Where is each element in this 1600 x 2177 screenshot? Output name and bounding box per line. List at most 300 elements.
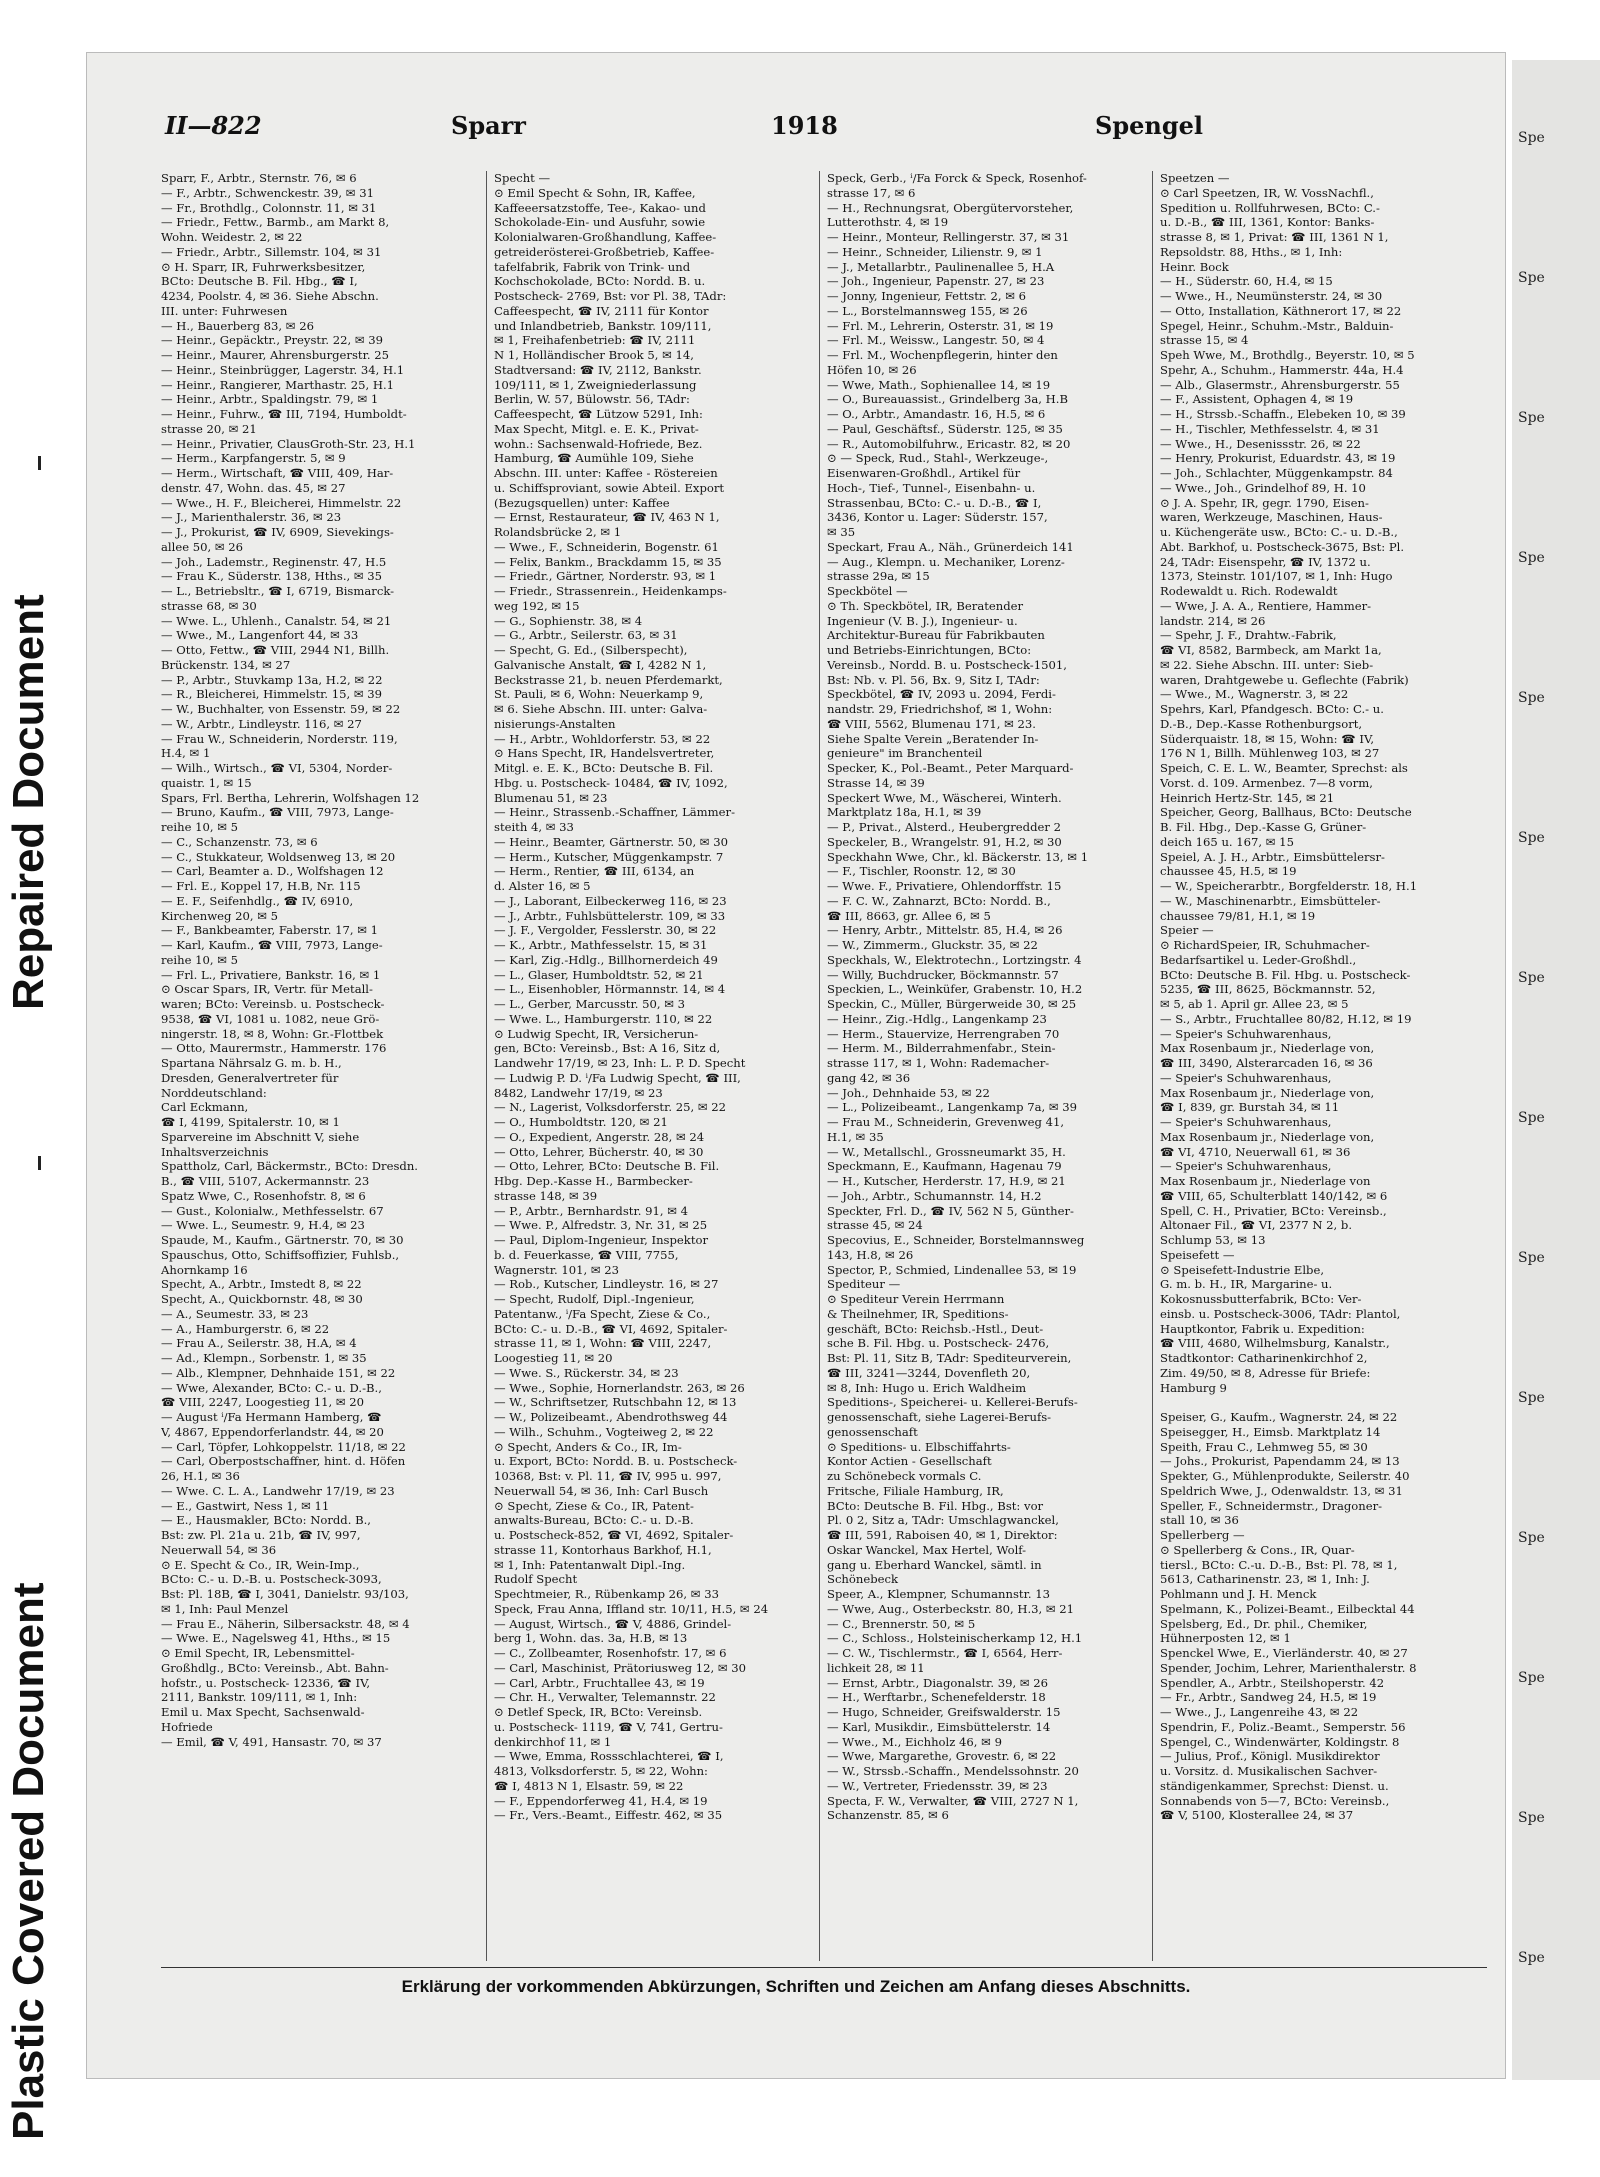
directory-entry-line: getreiderösterei-Großbetrieb, Kaffee- — [494, 244, 715, 259]
directory-entry-line: Speisefett — — [1160, 1247, 1235, 1262]
directory-entry-line: d. Alster 16, ✉ 5 — [494, 879, 591, 893]
directory-entry-line: — Frau K., Süderstr. 138, Hths., ✉ 35 — [161, 569, 383, 584]
directory-entry-line: Spelsberg, Ed., Dr. phil., Chemiker, — [1160, 1616, 1368, 1631]
directory-entry-line: — R., Automobilfuhrw., Ericastr. 82, ✉ 20 — [827, 436, 1071, 451]
adjacent-page-fragment: Spe — [1518, 1810, 1545, 1826]
directory-entry-line: — J., Marienthalerstr. 36, ✉ 23 — [161, 510, 342, 525]
directory-entry-line: — W., Metallschl., Grossneumarkt 35, H. — [827, 1144, 1066, 1159]
directory-entry-line: Oskar Wanckel, Max Hertel, Wolf- — [827, 1542, 1027, 1557]
directory-entry-line: — Ludwig P. D. ⁱ/Fa Ludwig Specht, ☎ III, — [494, 1070, 741, 1085]
directory-entry-line: waren; BCto: Vereinsb. u. Postscheck- — [161, 997, 385, 1011]
directory-entry-line: ☎ I, 839, gr. Burstah 34, ✉ 11 — [1160, 1100, 1340, 1115]
directory-entry-line: Rolandsbrücke 2, ✉ 1 — [494, 525, 622, 539]
directory-entry-line: u. Vorsitz. d. Musikalischen Sachver- — [1160, 1764, 1378, 1778]
directory-entry-line: — Wwe., Joh., Grindelhof 89, H. 10 — [1160, 480, 1366, 495]
directory-entry-line: Spell, C. H., Privatier, BCto: Vereinsb., — [1160, 1203, 1387, 1218]
directory-entry-line: — F., Tischler, Roonstr. 12, ✉ 30 — [827, 864, 1016, 879]
directory-entry-line: genossenschaft — [827, 1424, 918, 1439]
directory-entry-line: ✉ 1, Inh: Paul Menzel — [161, 1601, 289, 1616]
directory-entry-line: — F. C. W., Zahnarzt, BCto: Nordd. B., — [827, 893, 1051, 908]
directory-entry-line: — H., Tischler, Methfesselstr. 4, ✉ 31 — [1160, 421, 1380, 436]
directory-entry-line: — C., Zollbeamter, Rosenhofstr. 17, ✉ 6 — [494, 1646, 727, 1660]
directory-entry-line: — W., Zimmerm., Gluckstr. 35, ✉ 22 — [827, 938, 1038, 952]
directory-entry-line: — Herm., Wirtschaft, ☎ VIII, 409, Har- — [161, 466, 394, 480]
directory-entry-line: — Friedr., Arbtr., Sillemstr. 104, ✉ 31 — [161, 244, 382, 259]
directory-entry-line: — Heinr., Monteur, Rellingerstr. 37, ✉ 31 — [827, 230, 1070, 244]
directory-entry-line: Speditions-, Speicherei- u. Kellerei-Berufs- — [827, 1395, 1078, 1410]
adjacent-page-strip — [1512, 60, 1600, 2080]
directory-entry-line: Schönebeck — [827, 1572, 899, 1587]
directory-entry-line: — Otto, Lehrer, BCto: Deutsche B. Fil. — [494, 1159, 720, 1174]
directory-entry-line: Speckien, L., Weinküfer, Grabenstr. 10, H.2 — [827, 982, 1083, 997]
directory-entry-line: H.1, ✉ 35 — [827, 1129, 884, 1144]
directory-entry-line: Siehe Spalte Verein „Beratender In- — [827, 731, 1039, 746]
directory-entry-line: Speck, Gerb., ⁱ/Fa Forck & Speck, Rosenhof- — [827, 171, 1087, 185]
directory-entry-line: — Paul, Geschäftsf., Süderstr. 125, ✉ 35 — [827, 421, 1063, 436]
directory-entry-line: Speldrich Wwe, J., Odenwaldstr. 13, ✉ 31 — [1160, 1483, 1403, 1498]
directory-entry-line: — Wwe, Math., Sophienallee 14, ✉ 19 — [827, 377, 1051, 392]
directory-entry-line: — Heinr., Steinbrügger, Lagerstr. 34, H.1 — [161, 362, 405, 377]
directory-entry-line: — P., Privat., Alsterd., Heubergredder 2 — [827, 820, 1061, 834]
directory-entry-line: ningerstr. 18, ✉ 8, Wohn: Gr.-Flottbek — [161, 1026, 384, 1041]
adjacent-page-fragment: Spe — [1518, 1110, 1545, 1126]
directory-entry-line: Specta, F. W., Verwalter, ☎ VIII, 2727 N 1, — [827, 1793, 1079, 1808]
directory-entry-line: — Gust., Kolonialw., Methfesselstr. 67 — [161, 1203, 384, 1218]
directory-entry-line: — F., Bankbeamter, Faberstr. 17, ✉ 1 — [161, 923, 378, 938]
directory-entry-line: u. Postscheck- 1119, ☎ V, 741, Gertru- — [494, 1719, 723, 1734]
directory-entry-line: — Willy, Buchdrucker, Böckmannstr. 57 — [827, 967, 1059, 982]
directory-entry-line: Dresden, Generalvertreter für — [161, 1070, 339, 1085]
directory-entry-line: ☎ VI, 4710, Neuerwall 61, ✉ 36 — [1160, 1144, 1351, 1159]
directory-entry-line: — Wwe, Margarethe, Grovestr. 6, ✉ 22 — [827, 1749, 1057, 1764]
directory-entry-line: Hofriede — [161, 1719, 213, 1734]
directory-entry-line: ⊙ RichardSpeier, IR, Schuhmacher- — [1160, 938, 1370, 952]
directory-entry-line: N 1, Holländischer Brook 5, ✉ 14, — [494, 348, 694, 362]
directory-entry-line: — August, Wirtsch., ☎ V, 4886, Grindel- — [494, 1616, 732, 1631]
directory-entry-line: Heinrich Hertz-Str. 145, ✉ 21 — [1160, 790, 1335, 805]
directory-entry-line: Architektur-Bureau für Fabrikbauten — [827, 628, 1045, 643]
directory-entry-line: Strassenbau, BCto: C.- u. D.-B., ☎ I, — [827, 495, 1042, 510]
directory-entry-line: Bst: Pl. 18B, ☎ I, 3041, Danielstr. 93/103, — [161, 1587, 409, 1601]
directory-entry-line: — G., Arbtr., Seilerstr. 63, ✉ 31 — [494, 628, 678, 643]
directory-entry-line: Hbg. Dep.-Kasse H., Barmbecker- — [494, 1174, 693, 1188]
directory-entry-line: — Frau E., Näherin, Silbersackstr. 48, ✉ 4 — [161, 1616, 410, 1631]
directory-entry-line: ✉ 35 — [827, 525, 856, 539]
directory-entry-line: ⊙ Specht, Ziese & Co., IR, Patent- — [494, 1498, 694, 1513]
directory-entry-line: — Wwe, Emma, Rossschlachterei, ☎ I, — [494, 1749, 724, 1764]
directory-entry-line: — C., Schanzenstr. 73, ✉ 6 — [161, 834, 318, 849]
directory-entry-line: Berlin, W. 57, Bülowstr. 56, TAdr: — [494, 392, 690, 407]
directory-entry-line: Fritsche, Filiale Hamburg, IR, — [827, 1483, 1004, 1498]
directory-entry-line: — P., Arbtr., Stuvkamp 13a, H.2, ✉ 22 — [161, 672, 383, 687]
directory-entry-line: — H., Süderstr. 60, H.4, ✉ 15 — [1160, 274, 1333, 289]
directory-entry-line: Bst: zw. Pl. 21a u. 21b, ☎ IV, 997, — [161, 1528, 361, 1542]
directory-entry-line: Spars, Frl. Bertha, Lehrerin, Wolfshagen 12 — [161, 790, 420, 805]
directory-entry-line: — H., Arbtr., Wohldorferstr. 53, ✉ 22 — [494, 731, 711, 746]
directory-entry-line: Stadtkontor: Catharinenkirchhof 2, — [1160, 1351, 1368, 1365]
directory-entry-line: ⊙ Th. Speckbötel, IR, Beratender — [827, 598, 1024, 613]
directory-entry-line: strasse 8, ✉ 1, Privat: ☎ III, 1361 N 1, — [1160, 230, 1389, 244]
directory-entry-line: ⊙ Ludwig Specht, IR, Versicherun- — [494, 1026, 699, 1041]
directory-entry-line: Speiel, A. J. H., Arbtr., Eimsbüttelersr- — [1160, 849, 1385, 864]
directory-entry-line: Lutterothstr. 4, ✉ 19 — [827, 215, 949, 230]
directory-entry-line: — F., Eppendorferweg 41, H.4, ✉ 19 — [494, 1793, 708, 1808]
directory-entry-line: — S., Arbtr., Fruchtallee 80/82, H.12, ✉ 19 — [1160, 1011, 1412, 1026]
directory-entry-line: Spengel, C., Windenwärter, Koldingstr. 8 — [1160, 1734, 1400, 1749]
directory-entry-line: quaistr. 1, ✉ 15 — [161, 775, 252, 790]
directory-entry-line: 1373, Steinstr. 101/107, ✉ 1, Inh: Hugo — [1160, 569, 1393, 584]
directory-entry-line: BCto: C.- u. D.-B., ☎ VI, 4692, Spitaler- — [494, 1321, 728, 1336]
page-number: II—822 — [165, 111, 262, 140]
directory-entry-line: — Ad., Klempn., Sorbenstr. 1, ✉ 35 — [161, 1351, 367, 1365]
directory-entry-line: Kochschokolade, BCto: Nordd. B. u. — [494, 274, 706, 289]
directory-entry-line: 24, TAdr: Eisenspehr, ☎ IV, 1372 u. — [1160, 554, 1371, 569]
directory-entry-line: — Carl, Arbtr., Fruchtallee 43, ✉ 19 — [494, 1675, 705, 1690]
directory-entry-line: 9538, ☎ VI, 1081 u. 1082, neue Grö- — [161, 1011, 380, 1026]
directory-entry-line: Max Specht, Mitgl. e. E. K., Privat- — [494, 421, 699, 436]
adjacent-page-fragment: Spe — [1518, 130, 1545, 146]
directory-entry-line: — W., Strssb.-Schaffn., Mendelssohnstr. 20 — [827, 1764, 1079, 1778]
directory-entry-line: — Chr. H., Verwalter, Telemannstr. 22 — [494, 1690, 716, 1705]
directory-entry-line: nisierungs-Anstalten — [494, 716, 616, 731]
directory-entry-line: — A., Seumestr. 33, ✉ 23 — [161, 1306, 309, 1321]
directory-entry-line: ☎ III, 591, Raboisen 40, ✉ 1, Direktor: — [827, 1528, 1058, 1542]
directory-entry-line: — Friedr., Fettw., Barmb., am Markt 8, — [161, 215, 390, 230]
directory-entry-line: B. Fil. Hbg., Dep.-Kasse G, Grüner- — [1160, 820, 1367, 834]
directory-entry-line: tafelfabrik, Fabrik von Trink- und — [494, 259, 691, 274]
directory-entry-line: — P., Arbtr., Bernhardstr. 91, ✉ 4 — [494, 1203, 688, 1218]
directory-entry-line: — W., Vertreter, Friedensstr. 39, ✉ 23 — [827, 1778, 1048, 1793]
page-header — [87, 53, 1505, 143]
directory-entry-line: — Wwe. E., Nagelsweg 41, Hths., ✉ 15 — [161, 1631, 391, 1646]
directory-entry-line: Schlump 53, ✉ 13 — [1160, 1233, 1266, 1247]
directory-entry-line: Spediteur — — [827, 1277, 901, 1292]
directory-entry-line: Schokolade-Ein- und Ausfuhr, sowie — [494, 215, 706, 230]
directory-entry-line: Specht — — [494, 171, 551, 185]
directory-entry-line: stall 10, ✉ 36 — [1160, 1513, 1239, 1528]
directory-entry-line: — J., Metallarbtr., Paulinenallee 5, H.A — [827, 259, 1055, 274]
directory-entry-line: ⊙ Detlef Speck, IR, BCto: Vereinsb. — [494, 1705, 703, 1719]
directory-entry-line: steith 4, ✉ 33 — [494, 820, 574, 834]
directory-entry-line: Speh Wwe, M., Brothdlg., Beyerstr. 10, ✉ 5 — [1160, 348, 1415, 362]
directory-entry-line: ☎ VIII, 65, Schulterblatt 140/142, ✉ 6 — [1160, 1188, 1388, 1203]
directory-entry-line: — Frau W., Schneiderin, Norderstr. 119, — [161, 731, 398, 746]
directory-entry-line: — Speier's Schuhwarenhaus, — [1160, 1026, 1332, 1041]
directory-entry-line: — Speier's Schuhwarenhaus, — [1160, 1070, 1332, 1085]
adjacent-page-fragment: Spe — [1518, 550, 1545, 566]
directory-entry-line: und Inlandbetrieb, Bankstr. 109/111, — [494, 318, 712, 333]
directory-entry-line: — G., Sophienstr. 38, ✉ 4 — [494, 613, 643, 628]
directory-entry-line: u. Schiffsproviant, sowie Abteil. Export — [494, 480, 725, 495]
directory-entry-line: Speckeler, B., Wrangelstr. 91, H.2, ✉ 30 — [827, 834, 1062, 849]
directory-entry-line: Vereinsb., Nordd. B. u. Postscheck-1501, — [827, 657, 1067, 672]
directory-entry-line: ⊙ Oscar Spars, IR, Vertr. für Metall- — [161, 982, 373, 997]
directory-entry-line: Spekter, G., Mühlenprodukte, Seilerstr. 40 — [1160, 1469, 1410, 1483]
directory-entry-line: Spegel, Heinr., Schuhm.-Mstr., Balduin- — [1160, 318, 1394, 333]
directory-entry-line: ☎ VI, 8582, Barmbeck, am Markt 1a, — [1160, 643, 1382, 657]
directory-entry-line: — Alb., Klempner, Dehnhaide 151, ✉ 22 — [161, 1365, 396, 1380]
directory-entry-line: Rodewaldt u. Rich. Rodewaldt — [1160, 584, 1338, 598]
directory-entry-line: Großhdlg., BCto: Vereinsb., Abt. Bahn- — [161, 1660, 389, 1675]
directory-entry-line: wohn.: Sachsenwald-Hofriede, Bez. — [494, 436, 703, 451]
directory-entry-line: ☎ III, 8663, gr. Allee 6, ✉ 5 — [827, 908, 991, 923]
directory-entry-line: ✉ 1, Freihafenbetrieb: ☎ IV, 2111 — [494, 333, 696, 348]
margin-tick — [38, 1156, 41, 1170]
directory-entry-line: strasse 20, ✉ 21 — [161, 421, 257, 436]
directory-entry-line: Emil u. Max Specht, Sachsenwald- — [161, 1705, 365, 1719]
directory-entry-line: strasse 17, ✉ 6 — [827, 185, 916, 200]
directory-entry-line: ⊙ E. Specht & Co., IR, Wein-Imp., — [161, 1557, 360, 1572]
directory-entry-line: genossenschaft, siehe Lagerei-Berufs- — [827, 1410, 1052, 1424]
directory-entry-line: — Wwe. L., Uhlenh., Canalstr. 54, ✉ 21 — [161, 613, 392, 628]
directory-entry-line: strasse 11, ✉ 1, Wohn: ☎ VIII, 2247, — [494, 1336, 712, 1351]
directory-entry-line: Speer, A., Klempner, Schumannstr. 13 — [827, 1587, 1050, 1601]
directory-entry-line: — Heinr., Schneider, Lilienstr. 9, ✉ 1 — [827, 244, 1043, 259]
directory-entry-line: — Wwe., H. F., Bleicherei, Himmelstr. 22 — [161, 495, 402, 510]
directory-entry-line: Specht, A., Quickbornstr. 48, ✉ 30 — [161, 1292, 363, 1306]
directory-entry-line: chaussee 79/81, H.1, ✉ 19 — [1160, 908, 1316, 923]
directory-entry-line: — Wwe, Aug., Osterbeckstr. 80, H.3, ✉ 21 — [827, 1601, 1075, 1616]
directory-entry-line: Speith, Frau C., Lehmweg 55, ✉ 30 — [1160, 1439, 1368, 1454]
adjacent-page-fragment: Spe — [1518, 970, 1545, 986]
directory-entry-line: 8482, Landwehr 17/19, ✉ 23 — [494, 1085, 663, 1100]
directory-entry-line: — Wwe., M., Langenfort 44, ✉ 33 — [161, 628, 359, 643]
directory-entry-line: geschäft, BCto: Reichsb.-Hstl., Deut- — [827, 1321, 1044, 1336]
directory-entry-line: — Wwe. F., Privatiere, Ohlendorffstr. 15 — [827, 879, 1062, 893]
directory-entry-line: 176 N 1, Billh. Mühlenweg 103, ✉ 27 — [1160, 746, 1380, 761]
directory-entry-line: Heinr. Bock — [1160, 259, 1229, 274]
directory-entry-line: — Rob., Kutscher, Lindleystr. 16, ✉ 27 — [494, 1277, 719, 1292]
directory-entry-line: ⊙ Speisefett-Industrie Elbe, — [1160, 1262, 1325, 1277]
directory-entry-line: Brückenstr. 134, ✉ 27 — [161, 657, 291, 672]
directory-entry-line: Hbg. u. Postscheck- 10484, ☎ IV, 1092, — [494, 775, 728, 790]
directory-page — [86, 52, 1506, 2079]
directory-entry-line: — Carl, Töpfer, Lohkoppelstr. 11/18, ✉ 22 — [161, 1439, 406, 1454]
directory-entry-line: Stadtversand: ☎ IV, 2112, Bankstr. — [494, 362, 702, 377]
directory-entry-line: ☎ V, 5100, Klosterallee 24, ✉ 37 — [1160, 1808, 1354, 1823]
directory-entry-line: 109/111, ✉ 1, Zweigniederlassung — [494, 377, 697, 392]
directory-entry-line: — Fr., Arbtr., Sandweg 24, H.5, ✉ 19 — [1160, 1690, 1377, 1705]
directory-entry-line: — Otto, Installation, Käthnerort 17, ✉ 22 — [1160, 303, 1402, 318]
directory-entry-line: Beckstrasse 21, b. neuen Pferdemarkt, — [494, 672, 723, 687]
directory-entry-line: Blumenau 51, ✉ 23 — [494, 790, 608, 805]
directory-entry-line: — Herm. M., Bilderrahmenfabr., Stein- — [827, 1041, 1056, 1056]
directory-entry-line: ⊙ — Speck, Rud., Stahl-, Werkzeuge-, — [827, 451, 1049, 466]
directory-entry-line: 2111, Bankstr. 109/111, ✉ 1, Inh: — [161, 1690, 358, 1705]
directory-entry-line: — Carl, Maschinist, Prätoriusweg 12, ✉ 30 — [494, 1660, 746, 1675]
directory-entry-line: Bedarfsartikel u. Leder-Großhdl., — [1160, 952, 1357, 967]
directory-entry-line: ☎ VIII, 2247, Loogestieg 11, ✉ 20 — [161, 1395, 364, 1410]
directory-entry-line: — L., Polizeibeamt., Langenkamp 7a, ✉ 39 — [827, 1100, 1078, 1115]
column-divider — [819, 171, 820, 1961]
directory-entry-line: — Heinr., Strassenb.-Schaffner, Lämmer- — [494, 805, 735, 820]
directory-entry-line: strasse 68, ✉ 30 — [161, 598, 257, 613]
directory-entry-line: — Wwe, Alexander, BCto: C.- u. D.-B., — [161, 1380, 382, 1395]
directory-entry-line: — L., Eisenhobler, Hörmannstr. 14, ✉ 4 — [494, 982, 726, 997]
directory-entry-line: G. m. b. H., IR, Margarine- u. — [1160, 1277, 1333, 1292]
abbreviation-footnote: Erklärung der vorkommenden Abkürzungen, Schriften und Zeichen am Anfang dieses Abschnitts. — [401, 1977, 1191, 1996]
directory-entry-line: Spedition u. Rollfuhrwesen, BCto: C.- — [1160, 200, 1380, 215]
directory-entry-line: — K., Arbtr., Mathfesselstr. 15, ✉ 31 — [494, 938, 708, 952]
directory-entry-line: Höfen 10, ✉ 26 — [827, 362, 917, 377]
directory-entry-line: — Ernst, Restaurateur, ☎ IV, 463 N 1, — [494, 510, 720, 525]
directory-entry-line: Caffeespecht, ☎ IV, 2111 für Kontor — [494, 303, 709, 318]
directory-entry-line: Pl. 0 2, Sitz a, TAdr: Umschlagwanckel, — [827, 1513, 1059, 1528]
directory-entry-line: — L., Borstelmannsweg 155, ✉ 26 — [827, 303, 1028, 318]
directory-entry-line: — Bruno, Kaufm., ☎ VIII, 7973, Lange- — [161, 805, 394, 820]
directory-entry-line: — Spehr, J. F., Drahtw.-Fabrik, — [1160, 628, 1337, 643]
directory-entry-line: — L., Gerber, Marcusstr. 50, ✉ 3 — [494, 997, 686, 1011]
directory-entry-line: — E., Gastwirt, Ness 1, ✉ 11 — [161, 1498, 330, 1513]
directory-entry-line: deich 165 u. 167, ✉ 15 — [1160, 834, 1294, 849]
directory-entry-line: 10368, Bst: v. Pl. 11, ☎ IV, 995 u. 997, — [494, 1469, 722, 1483]
directory-entry-line: zu Schönebeck vormals C. — [827, 1469, 982, 1483]
directory-entry-line: strasse 148, ✉ 39 — [494, 1188, 598, 1203]
directory-entry-line: — C., Stukkateur, Woldsenweg 13, ✉ 20 — [161, 849, 396, 864]
directory-entry-line: ✉ 6. Siehe Abschn. III. unter: Galva- — [494, 702, 708, 716]
directory-entry-line: Kaffeeersatzstoffe, Tee-, Kakao- und — [494, 200, 706, 215]
directory-entry-line: — Frau M., Schneiderin, Grevenweg 41, — [827, 1115, 1065, 1129]
directory-entry-line: u. Export, BCto: Nordd. B. u. Postscheck- — [494, 1454, 738, 1469]
directory-entry-line: Spendler, A., Arbtr., Steilshoperstr. 42 — [1160, 1675, 1385, 1690]
directory-entry-line: ⊙ Emil Specht, IR, Lebensmittel- — [161, 1646, 355, 1660]
directory-entry-line: — J., Prokurist, ☎ IV, 6909, Sievekings- — [161, 525, 394, 539]
directory-entry-line: gang u. Eberhard Wanckel, sämtl. in — [827, 1557, 1042, 1572]
directory-entry-line: Sparvereine im Abschnitt V, siehe — [161, 1129, 360, 1144]
directory-entry-line: ✉ 1, Inh: Patentanwalt Dipl.-Ing. — [494, 1557, 686, 1572]
directory-entry-line: — Wwe. P., Alfredstr. 3, Nr. 31, ✉ 25 — [494, 1218, 708, 1233]
directory-entry-line: Spenckel Wwe, E., Vierländerstr. 40, ✉ 27 — [1160, 1646, 1408, 1660]
directory-entry-line: ✉ 8, Inh: Hugo u. Erich Waldheim — [827, 1380, 1027, 1395]
adjacent-page-fragment: Spe — [1518, 1530, 1545, 1546]
directory-entry-line: — Ernst, Arbtr., Diagonalstr. 39, ✉ 26 — [827, 1675, 1048, 1690]
directory-entry-line: u. Postscheck-852, ☎ VI, 4692, Spitaler- — [494, 1528, 734, 1542]
directory-entry-line: — H., Bauerberg 83, ✉ 26 — [161, 318, 314, 333]
directory-entry-line: — August ⁱ/Fa Hermann Hamberg, ☎ — [161, 1410, 382, 1424]
adjacent-page-fragment: Spe — [1518, 690, 1545, 706]
directory-entry-line: — Joh., Schlachter, Müggenkampstr. 84 — [1160, 466, 1393, 480]
directory-entry-line: Spector, P., Schmied, Lindenallee 53, ✉ 19 — [827, 1262, 1077, 1277]
directory-entry-line: — Specht, G. Ed., (Silberspecht), — [494, 643, 688, 657]
directory-entry-line: Speckbötel, ☎ IV, 2093 u. 2094, Ferdi- — [827, 687, 1056, 702]
directory-entry-line: Spellerberg — — [1160, 1528, 1245, 1542]
directory-entry-line: — Heinr., Gepäcktr., Preystr. 22, ✉ 39 — [161, 333, 383, 348]
directory-entry-line: — Karl, Musikdir., Eimsbüttelerstr. 14 — [827, 1719, 1051, 1734]
directory-entry-line: — Wilh., Schuhm., Vogteiweg 2, ✉ 22 — [494, 1424, 714, 1439]
directory-entry-line: III. unter: Fuhrwesen — [161, 303, 288, 318]
directory-entry-line: — Frl. M., Weissw., Langestr. 50, ✉ 4 — [827, 333, 1045, 348]
directory-entry-line: — W., Maschinenarbtr., Eimsbütteler- — [1160, 893, 1381, 908]
directory-entry-line: — A., Hamburgerstr. 6, ✉ 22 — [161, 1321, 330, 1336]
directory-entry-line: ständigenkammer, Sprechst: Dienst. u. — [1160, 1778, 1389, 1793]
directory-entry-line: strasse 45, ✉ 24 — [827, 1218, 923, 1233]
directory-entry-line: chaussee 45, H.5, ✉ 19 — [1160, 864, 1297, 879]
directory-entry-line: Sparr, F., Arbtr., Sternstr. 76, ✉ 6 — [161, 171, 357, 185]
directory-entry-line: — Frau A., Seilerstr. 38, H.A, ✉ 4 — [161, 1336, 357, 1351]
directory-entry-line: Kolonialwaren-Großhandlung, Kaffee- — [494, 230, 717, 244]
directory-entry-line: waren, Werkzeuge, Maschinen, Haus- — [1160, 510, 1383, 525]
directory-entry-line: BCto: Deutsche B. Fil. Hbg. u. Postscheck- — [1160, 967, 1411, 982]
directory-entry-line: Hoch-, Tief-, Tunnel-, Eisenbahn- u. — [827, 480, 1036, 495]
directory-entry-line: — Friedr., Gärtner, Norderstr. 93, ✉ 1 — [494, 569, 717, 584]
directory-columns — [161, 171, 1487, 1963]
directory-entry-line: Bst: Nb. v. Pl. 56, Bx. 9, Sitz I, TAdr: — [827, 672, 1040, 687]
directory-entry-line: Neuerwall 54, ✉ 36, Inh: Carl Busch — [494, 1483, 709, 1498]
directory-entry-line: denstr. 47, Wohn. das. 45, ✉ 27 — [161, 480, 346, 495]
directory-entry-line: — Otto, Lehrer, Bücherstr. 40, ✉ 30 — [494, 1144, 704, 1159]
directory-entry-line: — C., Schloss., Holsteinischerkamp 12, H.1 — [827, 1631, 1083, 1646]
directory-entry-line: weg 192, ✉ 15 — [494, 598, 580, 613]
directory-entry-line: — Herm., Stauervize, Herrengraben 70 — [827, 1026, 1060, 1041]
directory-entry-line: — Karl, Kaufm., ☎ VIII, 7973, Lange- — [161, 938, 383, 952]
directory-entry-line: — Wilh., Wirtsch., ☎ VI, 5304, Norder- — [161, 761, 393, 775]
directory-entry-line: — Alb., Glasermstr., Ahrensburgerstr. 55 — [1160, 377, 1400, 392]
directory-entry-line: St. Pauli, ✉ 6, Wohn: Neuerkamp 9, — [494, 687, 704, 702]
directory-entry-line: Süderquaistr. 18, ✉ 15, Wohn: ☎ IV, — [1160, 731, 1375, 746]
directory-entry-line: Rudolf Specht — [494, 1572, 578, 1587]
directory-entry-line: — Frl. M., Lehrerin, Osterstr. 31, ✉ 19 — [827, 318, 1054, 333]
directory-entry-line: & Theilnehmer, IR, Speditions- — [827, 1306, 1009, 1321]
directory-entry-line: ⊙ H. Sparr, IR, Fuhrwerksbesitzer, — [161, 259, 366, 274]
header-last-word: Spengel — [1095, 111, 1203, 140]
directory-entry-line: — Wwe., H., Desenissstr. 26, ✉ 22 — [1160, 436, 1361, 451]
directory-entry-line: — Felix, Bankm., Brackdamm 15, ✉ 35 — [494, 554, 722, 569]
directory-entry-line: Hühnerposten 12, ✉ 1 — [1160, 1631, 1291, 1646]
directory-entry-line: — Otto, Fettw., ☎ VIII, 2944 N1, Billh. — [161, 643, 390, 657]
directory-entry-line: Neuerwall 54, ✉ 36 — [161, 1542, 277, 1557]
directory-entry-line: hofstr., u. Postscheck- 12336, ☎ IV, — [161, 1675, 371, 1690]
directory-entry-line: Altonaer Fil., ☎ VI, 2377 N 2, b. — [1160, 1218, 1353, 1233]
directory-entry-line: ⊙ Speditions- u. Elbschiffahrts- — [827, 1439, 1011, 1454]
directory-entry-line: 4234, Poolstr. 4, ✉ 36. Siehe Abschn. — [161, 289, 379, 303]
directory-entry-line: — Speier's Schuhwarenhaus, — [1160, 1115, 1332, 1129]
directory-entry-line: — Paul, Diplom-Ingenieur, Inspektor — [494, 1233, 708, 1247]
directory-entry-line: — Joh., Ingenieur, Papenstr. 27, ✉ 23 — [827, 274, 1045, 289]
directory-entry-line: — Joh., Dehnhaide 53, ✉ 22 — [827, 1085, 990, 1100]
directory-entry-line: Speckin, C., Müller, Bürgerweide 30, ✉ 25 — [827, 997, 1077, 1011]
directory-entry-line: Inhaltsverzeichnis — [161, 1144, 269, 1159]
directory-entry-line: ☎ I, 4199, Spitalerstr. 10, ✉ 1 — [161, 1115, 340, 1129]
directory-entry-line: — L., Betriebsltr., ☎ I, 6719, Bismarck- — [161, 584, 395, 598]
directory-entry-line: Pohlmann und J. H. Menck — [1160, 1587, 1317, 1601]
directory-entry-line: — H., Rechnungsrat, Obergütervorsteher, — [827, 200, 1074, 215]
side-label-strip — [0, 0, 78, 2177]
directory-entry-line: strasse 11, Kontorhaus Barkhof, H.1, — [494, 1542, 712, 1557]
directory-entry-line: — Fr., Vers.-Beamt., Eiffestr. 462, ✉ 35 — [494, 1808, 723, 1823]
directory-entry-line: — Wwe., J., Langenreihe 43, ✉ 22 — [1160, 1705, 1359, 1719]
directory-entry-line: ⊙ Carl Speetzen, IR, W. VossNachfl., — [1160, 185, 1374, 200]
directory-entry-line: — W., Speicherarbtr., Borgfelderstr. 18, H.1 — [1160, 879, 1418, 893]
directory-entry-line: allee 50, ✉ 26 — [161, 539, 244, 554]
directory-entry-line: Spehrs, Karl, Pfandgesch. BCto: C.- u. — [1160, 702, 1384, 716]
directory-entry-line: Max Rosenbaum jr., Niederlage von, — [1160, 1041, 1375, 1056]
plastic-covered-label: Plastic Covered Document — [4, 1582, 53, 2140]
directory-entry-line: 143, H.8, ✉ 26 — [827, 1247, 914, 1262]
directory-entry-line: — Joh., Lademstr., Reginenstr. 47, H.5 — [161, 554, 387, 569]
directory-entry-line: — Hugo, Schneider, Greifswalderstr. 15 — [827, 1705, 1061, 1719]
directory-entry-line: — Heinr., Arbtr., Spaldingstr. 79, ✉ 1 — [161, 392, 379, 407]
directory-entry-line: u. Küchengeräte usw., BCto: C.- u. D.-B., — [1160, 525, 1398, 539]
directory-entry-line: — E. F., Seifenhdlg., ☎ IV, 6910, — [161, 893, 354, 908]
directory-entry-line: Speck, Frau Anna, Iffland str. 10/11, H.5, ✉ 24 — [494, 1601, 769, 1616]
directory-entry-line: ⊙ Emil Specht & Sohn, IR, Kaffee, — [494, 185, 696, 200]
directory-entry-line: Speiser, G., Kaufm., Wagnerstr. 24, ✉ 22 — [1160, 1410, 1398, 1424]
directory-entry-line: Speckart, Frau A., Näh., Grünerdeich 141 — [827, 539, 1074, 554]
directory-entry-line: — O., Expedient, Angerstr. 28, ✉ 24 — [494, 1129, 705, 1144]
directory-entry-line: Speckbötel — — [827, 584, 908, 598]
directory-entry-line: 4813, Volksdorferstr. 5, ✉ 22, Wohn: — [494, 1764, 708, 1778]
directory-entry-line: Marktplatz 18a, H.1, ✉ 39 — [827, 805, 982, 820]
